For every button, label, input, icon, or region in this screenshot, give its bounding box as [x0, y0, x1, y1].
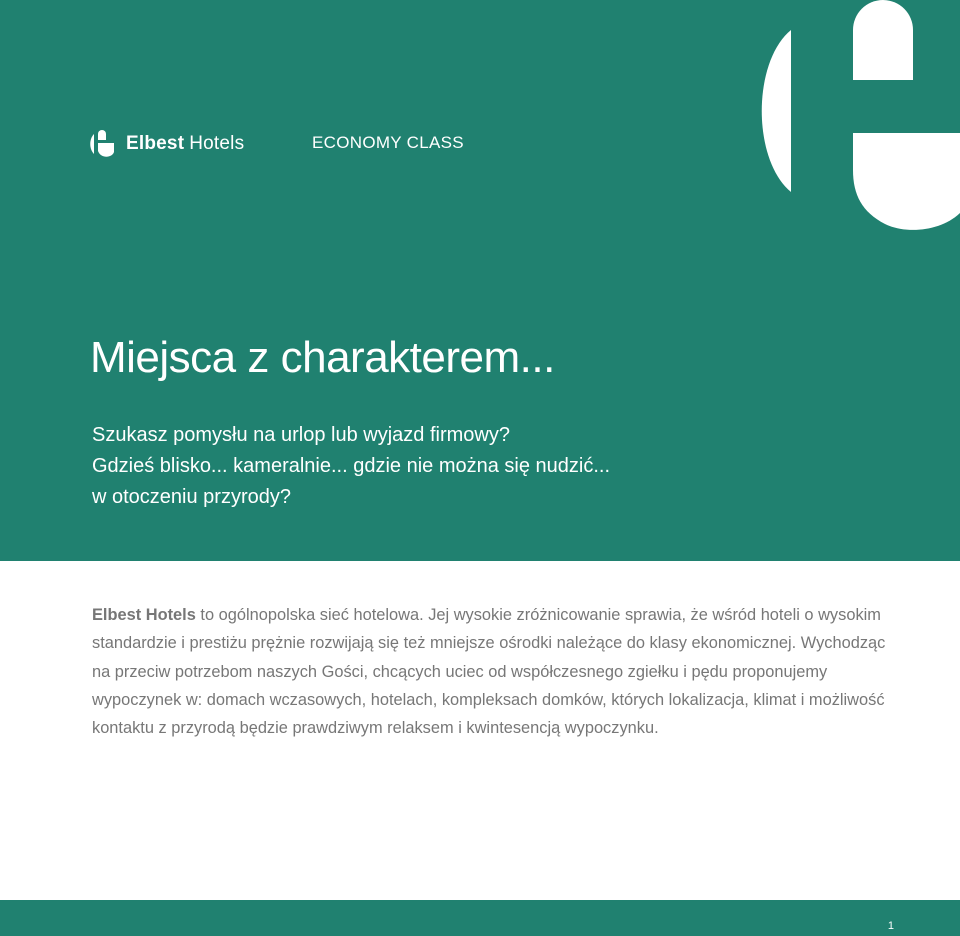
logo-brand-word: Hotels	[189, 133, 245, 154]
logo-icon	[88, 129, 118, 159]
page-headline: Miejsca z charakterem...	[90, 333, 555, 382]
logo-text	[126, 133, 244, 155]
tagline-line: w otoczeniu przyrody?	[92, 486, 291, 508]
class-label: ECONOMY CLASS	[312, 133, 464, 152]
intro-paragraph	[92, 601, 892, 742]
hero-tagline	[92, 420, 610, 513]
footer-bar	[0, 900, 960, 936]
intro-lead: Elbest Hotels	[92, 606, 196, 624]
tagline-line: Gdzieś blisko... kameralnie... gdzie nie można się nudzić...	[92, 455, 611, 477]
page-number: 1	[887, 920, 894, 932]
brand-mark-icon	[740, 0, 960, 240]
brand-logo	[88, 129, 244, 159]
intro-text: to ogólnopolska sieć hotelowa. Jej wysokie zróżnicowanie sprawia, że wśród hoteli o wysokim standardzie i prestiżu prężnie rozwijają się też mniejsze ośrodki należące do klasy ekonomicznej. Wychodząc na przeciw potrzebom naszych Gości, chcących uciec od współczesnego zgiełku i pędu proponujemy wypoczynek w: domach wczasowych, hotelach, kompleksach domków, których lokalizacja, klimat i możliwość kontaktu z przyrodą będzie prawdziwym relaksem i kwintesencją wypoczynku.	[92, 606, 886, 738]
logo-brand-name: Elbest	[126, 133, 185, 154]
tagline-line: Szukasz pomysłu na urlop lub wyjazd firmowy?	[92, 424, 510, 446]
